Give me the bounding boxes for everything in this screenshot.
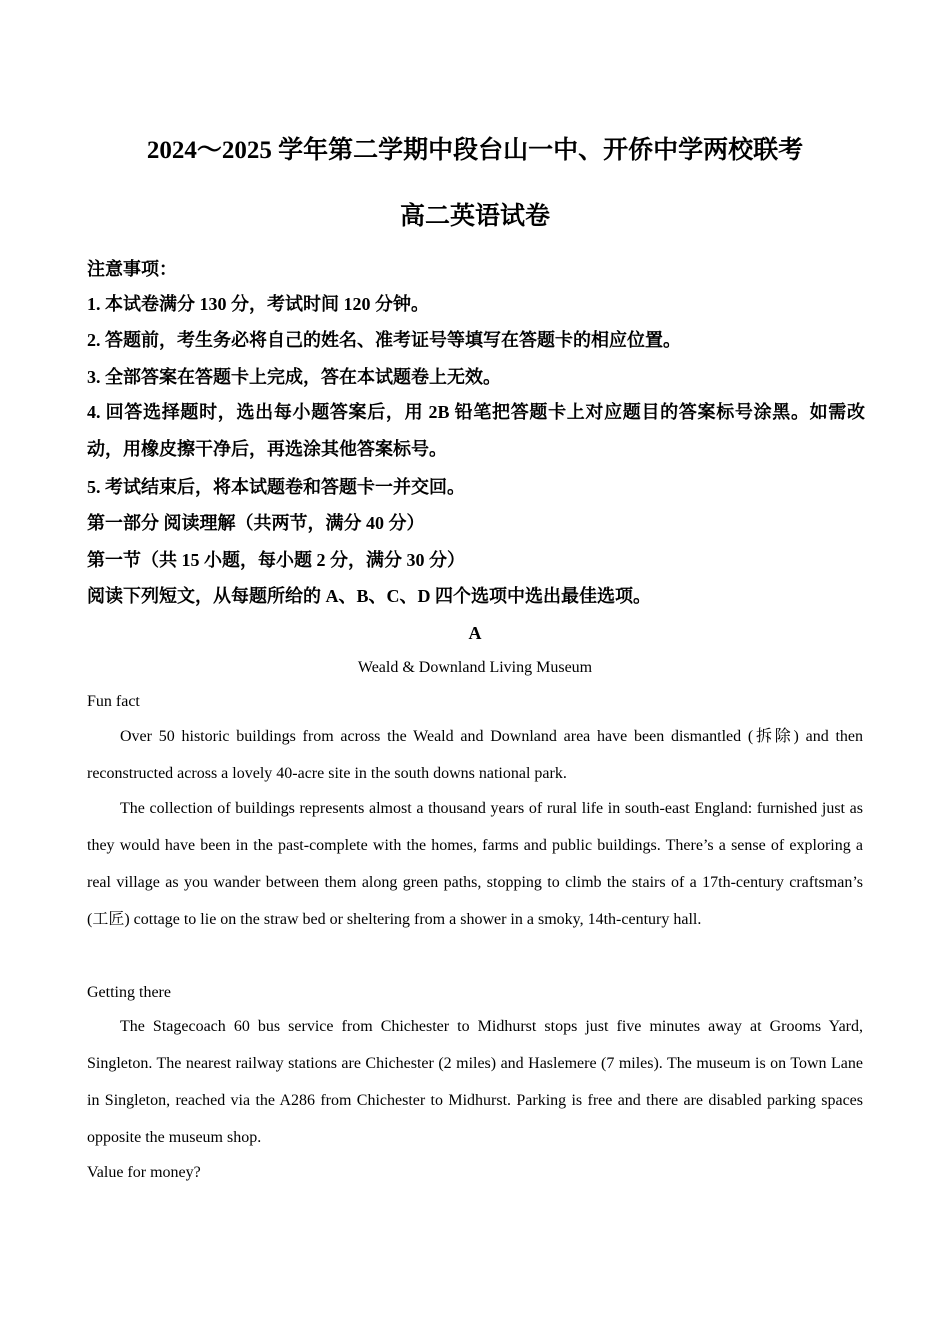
note-item-4: 4. 回答选择题时，选出每小题答案后，用 2B 铅笔把答题卡上对应题目的答案标号涂黑。如需改动，用橡皮擦干净后，再选涂其他答案标号。	[87, 402, 865, 459]
fun-fact-heading: Fun fact	[87, 693, 140, 710]
fun-fact-paragraph-1: Over 50 historic buildings from across the Weald and Downland area have been dismantled (拆除) and then reconstructed across a lovely 40-acre site in the south downs national park.	[87, 728, 863, 782]
section-instruction: 阅读下列短文，从每题所给的 A、B、C、D 四个选项中选出最佳选项。	[87, 586, 651, 606]
part-heading: 第一部分 阅读理解（共两节，满分 40 分）	[87, 513, 425, 533]
passage-title: Weald & Downland Living Museum	[357, 659, 593, 676]
getting-there-paragraph: The Stagecoach 60 bus service from Chichester to Midhurst stops just five minutes away at Grooms Yard, Singleton. The nearest railway stations are Chichester (2 miles) and Haslemere (7 miles). The museum is on Town Lane in Singleton, reached via the A286 from Chichester to Midhurst. Parking is free and there are disabled parking spaces opposite the museum shop.	[87, 1018, 863, 1146]
note-item-2: 2. 答题前，考生务必将自己的姓名、准考证号等填写在答题卡的相应位置。	[87, 330, 681, 350]
fun-fact-paragraph-2: The collection of buildings represents almost a thousand years of rural life in south-east England: furnished just as they would have been in the past-complete with the homes, farms and public buildings. There’s a sense of exploring a real village as you wander between them along green paths, stopping to climb the stairs of a 17th-century craftsman’s (工匠) cottage to lie on the straw bed or sheltering from a shower in a smoky, 14th-century hall.	[87, 800, 863, 928]
notes-heading: 注意事项：	[87, 259, 177, 279]
passage-label: A	[468, 623, 482, 643]
section-heading: 第一节（共 15 小题，每小题 2 分，满分 30 分）	[87, 550, 465, 570]
exam-subtitle: 高二英语试卷	[399, 203, 550, 230]
note-item-1: 1. 本试卷满分 130 分，考试时间 120 分钟。	[87, 294, 429, 314]
value-heading: Value for money?	[87, 1164, 201, 1181]
getting-there-heading: Getting there	[87, 984, 171, 1001]
note-item-5: 5. 考试结束后，将本试题卷和答题卡一并交回。	[87, 477, 465, 497]
exam-title: 2024～2025 学年第二学期中段台山一中、开侨中学两校联考	[146, 137, 804, 164]
note-item-3: 3. 全部答案在答题卡上完成，答在本试题卷上无效。	[87, 367, 501, 387]
